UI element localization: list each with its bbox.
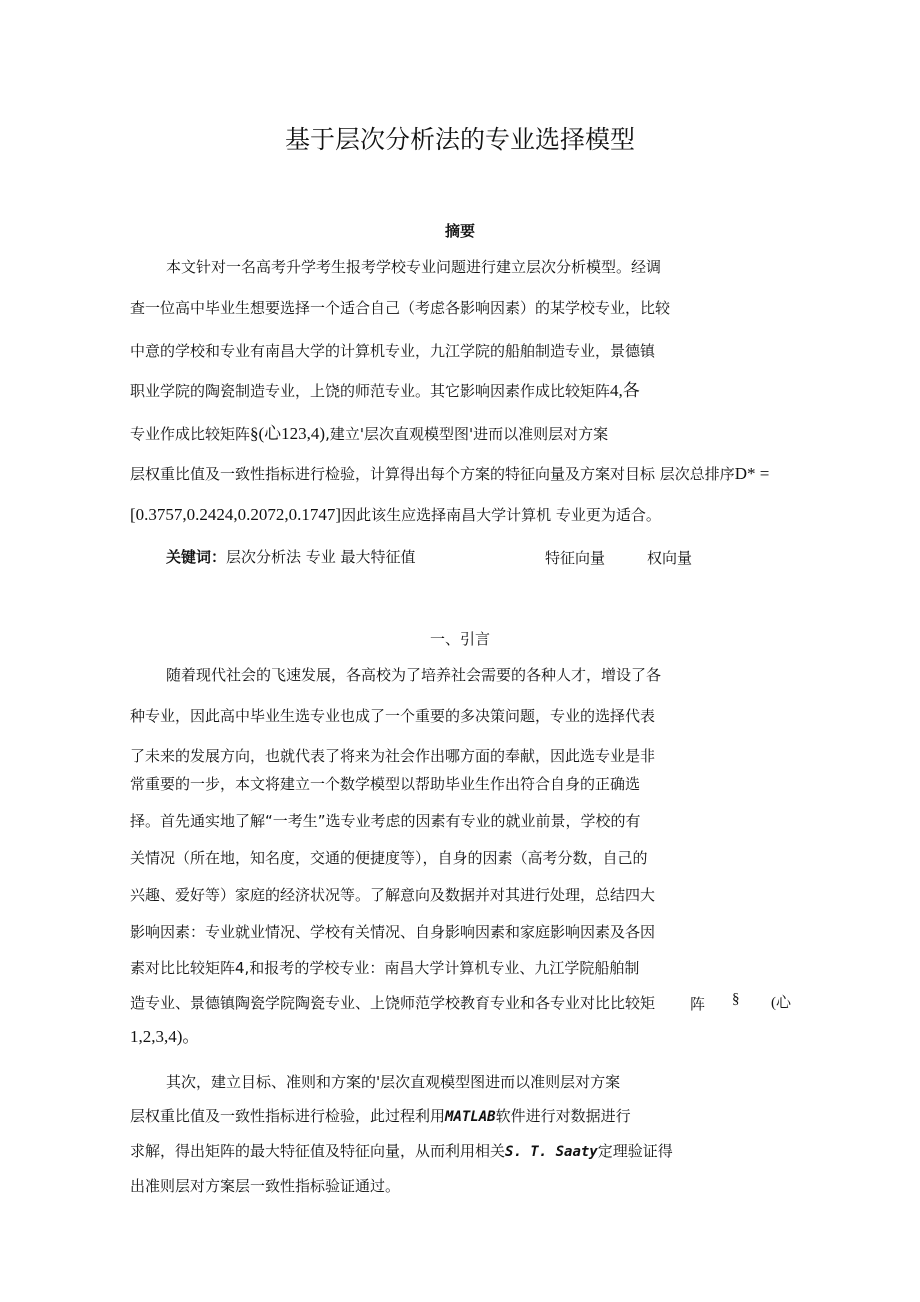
- theorem-name: S. T. Saaty: [505, 1144, 598, 1160]
- keyword-3: 权向量: [647, 549, 693, 567]
- abstract-line-4: [130, 381, 640, 401]
- intro-line-10-tail-a: 阵: [690, 995, 706, 1013]
- intro-line-6: 关情况（所在地，知名度，交通的便捷度等），自身的因素（高考分数，自己的: [130, 849, 648, 867]
- abstract-line-5-math: §(心123,4): [250, 424, 326, 443]
- intro-line-4: 常重要的一步，本文将建立一个数学模型以帮助毕业生作出符合自身的正确选: [130, 775, 641, 793]
- keywords-label: 关键词：: [166, 548, 227, 566]
- keyword-group-1: 层次分析法 专业 最大特征值: [226, 548, 416, 566]
- abstract-line-6-math: D* =: [734, 464, 770, 483]
- intro-p2-line-1: 其次，建立目标、准则和方案的'层次直观模型图进而以准则层对方案: [166, 1073, 621, 1091]
- abstract-line-7: [130, 505, 661, 525]
- abstract-line-7-vector: [0.3757,0.2424,0.2072,0.1747]: [130, 505, 342, 524]
- abstract-line-2: 查一位高中毕业生想要选择一个适合自己（考虑各影响因素）的某学校专业，比较: [130, 299, 671, 317]
- abstract-line-6-text: 层权重比值及一致性指标进行检验，计算得出每个方案的特征向量及方案对目标 层次总排序: [130, 465, 735, 483]
- abstract-line-5: [130, 424, 608, 444]
- abstract-line-5-rest: ,建立'层次直观模型图'进而以准则层对方案: [325, 425, 609, 443]
- software-name: MATLAB: [445, 1109, 496, 1125]
- abstract-line-4-math: 4,各: [610, 381, 640, 400]
- abstract-heading: 摘要: [444, 222, 475, 240]
- abstract-line-6: [130, 464, 769, 484]
- intro-line-3: 了未来的发展方向，也就代表了将来为社会作出哪方面的奉献，因此选专业是非: [130, 747, 656, 765]
- intro-line-10-tail-c: (心: [771, 995, 791, 1011]
- intro-p2-line-2-rest: 软件进行对数据进行: [495, 1107, 631, 1125]
- keyword-2: 特征向量: [545, 549, 606, 567]
- paper-title: 基于层次分析法的专业选择模型: [284, 125, 635, 154]
- intro-line-1: 随着现代社会的飞速发展，各高校为了培养社会需要的各种人才，增设了各: [166, 666, 662, 684]
- intro-p2-line-2: [130, 1106, 631, 1127]
- section-heading-intro: 一、引言: [429, 630, 490, 648]
- intro-p2-line-4: 出准则层对方案层一致性指标验证通过。: [130, 1177, 401, 1195]
- intro-line-7: 兴趣、爱好等）家庭的经济状况等。了解意向及数据并对其进行处理，总结四大: [130, 886, 656, 904]
- intro-p2-line-2-text: 层权重比值及一致性指标进行检验，此过程利用: [130, 1107, 446, 1125]
- abstract-line-7-text: 因此该生应选择南昌大学计算机 专业更为适合。: [341, 506, 661, 524]
- intro-line-10: 造专业、景德镇陶瓷学院陶瓷专业、上饶师范学校教育专业和各专业对比比较矩: [130, 994, 656, 1012]
- abstract-line-4-text: 职业学院的陶瓷制造专业，上饶的师范专业。其它影响因素作成比较矩阵: [130, 382, 611, 400]
- intro-line-5: 择。首先通实地了解“一考生”选专业考虑的因素有专业的就业前景，学校的有: [130, 812, 641, 830]
- abstract-line-5-text: 专业作成比较矩阵: [130, 425, 251, 443]
- intro-line-8: 影响因素：专业就业情况、学校有关情况、自身影响因素和家庭影响因素及各因: [130, 923, 656, 941]
- intro-line-9: 素对比比较矩阵4,和报考的学校专业：南昌大学计算机专业、九江学院船舶制: [130, 959, 640, 977]
- intro-line-11: 1,2,3,4)。: [130, 1027, 200, 1046]
- intro-p2-line-3-text: 求解，得出矩阵的最大特征值及特征向量，从而利用相关: [130, 1142, 506, 1160]
- intro-p2-line-3: [130, 1141, 673, 1162]
- intro-line-2: 种专业，因此高中毕业生选专业也成了一个重要的多决策问题，专业的选择代表: [130, 707, 656, 725]
- intro-p2-line-3-rest: 定理验证得: [597, 1142, 673, 1160]
- abstract-line-1: 本文针对一名高考升学考生报考学校专业问题进行建立层次分析模型。经调: [166, 258, 662, 276]
- abstract-line-3: 中意的学校和专业有南昌大学的计算机专业，九江学院的船舶制造专业，景德镇: [130, 342, 656, 360]
- intro-line-10-tail-b: §: [732, 991, 740, 1007]
- keywords-line: [166, 547, 416, 567]
